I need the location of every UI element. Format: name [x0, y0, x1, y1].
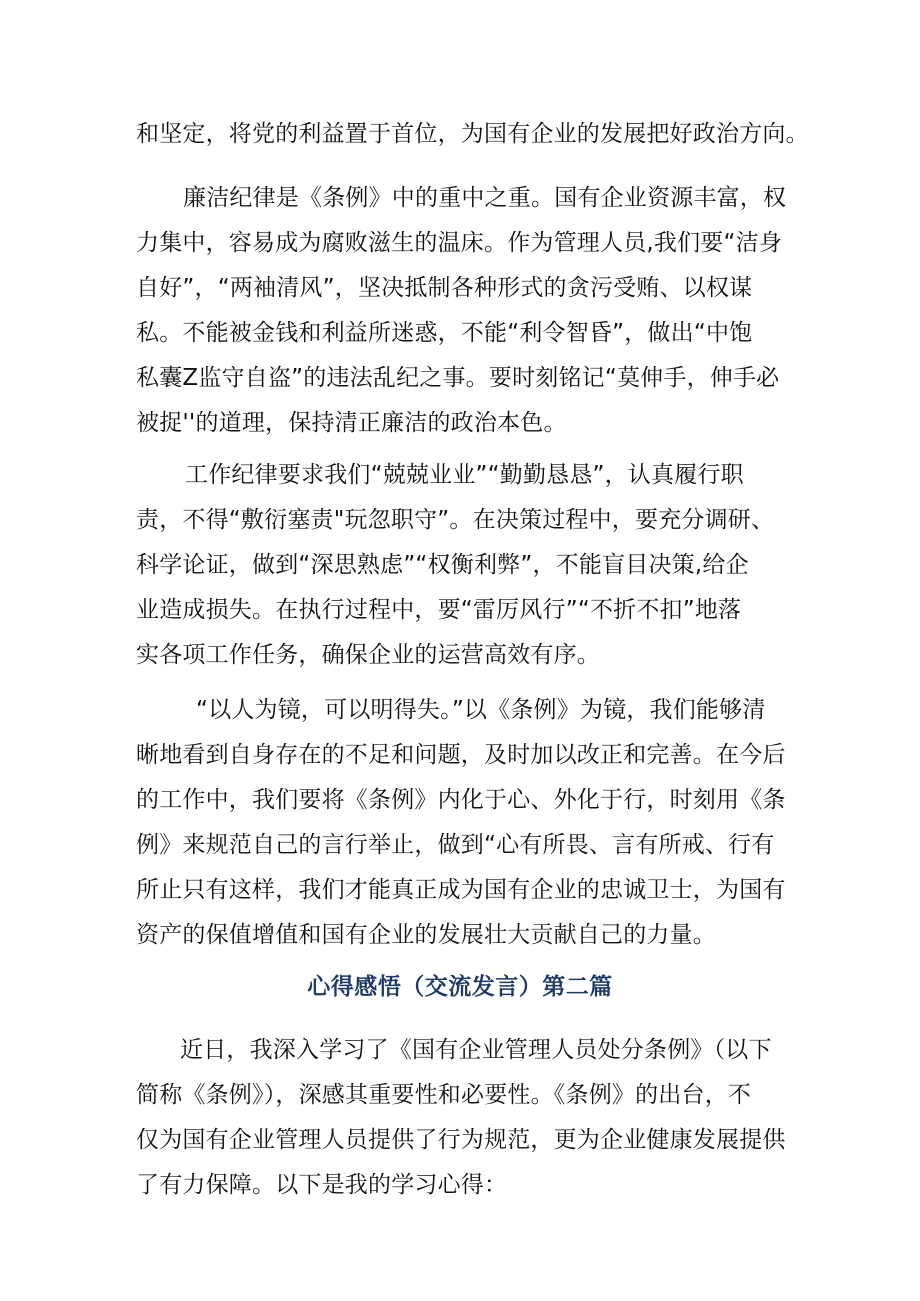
- text-line-content: 被捉''的道理，保持清正廉洁的政治本色。: [136, 410, 567, 436]
- text-line-content: 科学论证，做到“深思熟虑”“权衡利弊”，不能盲目决策,给企: [136, 552, 749, 578]
- text-line-content: 简称《条例》），深感其重要性和必要性。《条例》的出台，不: [136, 1082, 752, 1108]
- text-line: [0, 632, 920, 678]
- text-line-content: 近日，我深入学习了《国有企业管理人员处分条例》（以下: [180, 1037, 772, 1063]
- text-line: [0, 1072, 920, 1118]
- text-line: [0, 912, 920, 958]
- text-line-content: 私。不能被金钱和利益所迷惑，不能“利令智昏”，做出“中饱: [136, 320, 753, 346]
- text-line-content: 实各项工作任务，确保企业的运营高效有序。: [136, 642, 600, 668]
- text-line-content: 工作纪律要求我们“兢兢业业”“勤勤恳恳”，认真履行职: [185, 462, 744, 488]
- text-line: [0, 400, 920, 446]
- text-line: [0, 175, 920, 221]
- text-line: [0, 1117, 920, 1163]
- text-line: [0, 111, 920, 157]
- text-line: [0, 542, 920, 588]
- text-line-content: 力集中，容易成为腐败滋生的温床。作为管理人员,我们要“洁身: [136, 230, 783, 256]
- text-line: [0, 587, 920, 633]
- text-line: [0, 1162, 920, 1208]
- text-line: [0, 355, 920, 401]
- text-line-content: 廉洁纪律是《条例》中的重中之重。国有企业资源丰富，权: [183, 185, 787, 211]
- text-line-content: 私囊Z监守自盗”的违法乱纪之事。要时刻铭记“莫伸手，伸手必: [136, 365, 780, 391]
- section-heading: 心得感悟（交流发言）第二篇: [307, 974, 613, 1000]
- text-line-content: 业造成损失。在执行过程中，要“雷厉风行”“不折不扣”地落: [136, 597, 742, 623]
- text-line: [0, 822, 920, 868]
- text-line: [0, 497, 920, 543]
- text-line-content: 和坚定，将党的利益置于首位，为国有企业的发展把好政治方向。: [136, 121, 809, 147]
- text-line-content: 自好”，“两袖清风”，坚决抵制各种形式的贪污受贿、以权谋: [136, 275, 753, 301]
- text-line-content: 的工作中，我们要将《条例》内化于心、外化于行，时刻用《条: [136, 787, 786, 813]
- text-line-content: 仅为国有企业管理人员提供了行为规范，更为企业健康发展提供: [136, 1127, 786, 1153]
- text-line: [0, 732, 920, 778]
- text-line-content: 资产的保值增值和国有企业的发展壮大贡献自己的力量。: [136, 922, 716, 948]
- text-line-content: 例》来规范自己的言行举止，做到“心有所畏、言有所戒、行有: [136, 832, 775, 858]
- text-line: [0, 1027, 920, 1073]
- text-line-content: 了有力保障。以下是我的学习心得：: [136, 1172, 508, 1198]
- text-line: [0, 777, 920, 823]
- text-line-content: 晰地看到自身存在的不足和问题，及时加以改正和完善。在今后: [136, 742, 786, 768]
- text-line: [0, 867, 920, 913]
- text-line-content: “以人为镜，可以明得失。”以《条例》为镜，我们能够清: [196, 697, 766, 723]
- text-line: [0, 452, 920, 498]
- text-line: [0, 310, 920, 356]
- text-line: [0, 687, 920, 733]
- text-line-content: 所止只有这样，我们才能真正成为国有企业的忠诚卫士，为国有: [136, 877, 786, 903]
- text-line-content: 责，不得“敷衍塞责"玩忽职守”。在决策过程中，要充分调研、: [136, 507, 775, 533]
- text-line: [0, 220, 920, 266]
- text-line: [0, 265, 920, 311]
